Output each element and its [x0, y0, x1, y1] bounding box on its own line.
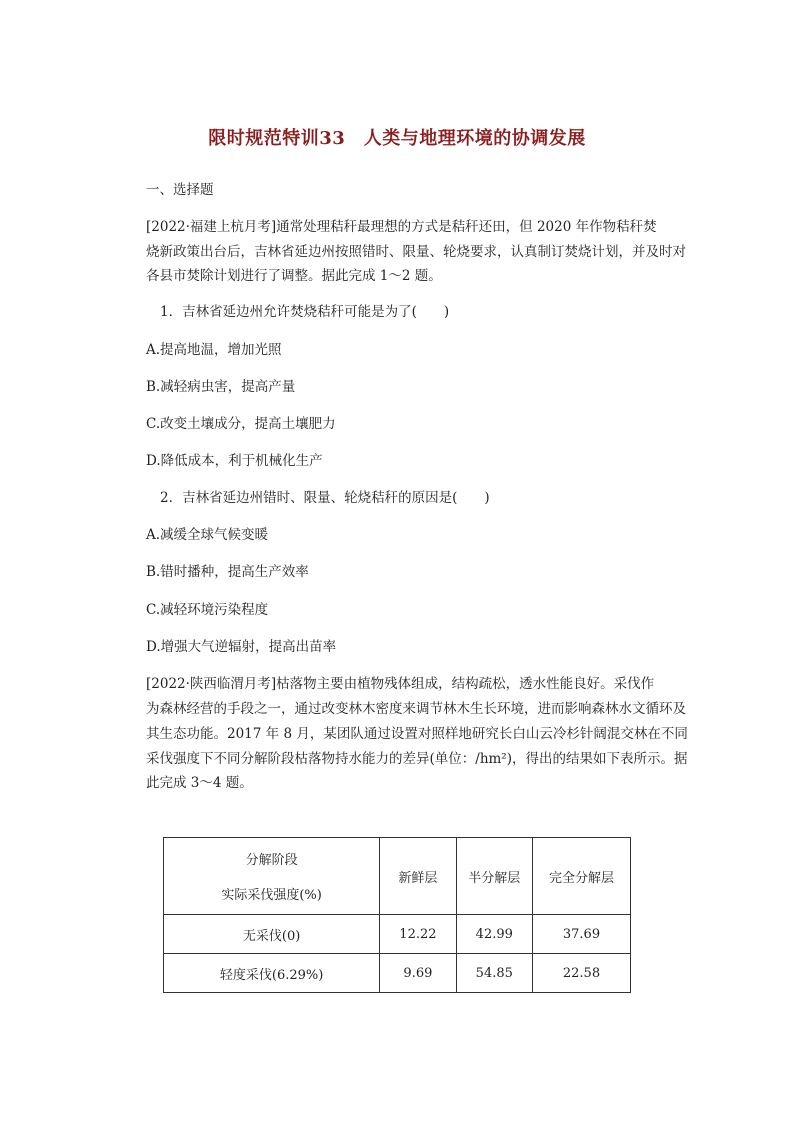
row-label: 无采伐(0) — [164, 915, 380, 954]
passage2-line1: [2022·陕西临渭月考]枯落物主要由植物残体组成，结构疏松，透水性能良好。采伐作 — [146, 676, 655, 692]
table-cell: 9.69 — [380, 954, 456, 993]
row-label: 轻度采伐(6.29%) — [164, 954, 380, 993]
table-cell: 54.85 — [456, 954, 532, 993]
question-2-option-b: B.错时播种，提高生产效率 — [146, 564, 309, 580]
table-cell: 12.22 — [380, 915, 456, 954]
passage1-line1: [2022·福建上杭月考]通常处理秸秆最理想的方式是秸秆还田，但 2020 年作物秸秆焚 — [146, 219, 657, 235]
table-header-corner — [164, 838, 380, 915]
question-2-option-c: C.减轻环境污染程度 — [146, 602, 269, 618]
column-header: 完全分解层 — [532, 838, 630, 915]
passage1-line2: 烧新政策出台后，吉林省延边州按照错时、限量、轮烧要求，认真制订焚烧计划，并及时对 — [146, 244, 686, 260]
table-row — [164, 954, 631, 993]
page-title: 限时规范特训33 人类与地理环境的协调发展 — [208, 128, 586, 149]
question-1-stem: 1．吉林省延边州允许焚烧秸秆可能是为了( ) — [160, 304, 450, 320]
passage2-line2: 为森林经营的手段之一，通过改变林木密度来调节林木生长环境，进而影响森林水文循环及 — [146, 701, 686, 717]
question-2-option-d: D.增强大气逆辐射，提高出苗率 — [146, 639, 337, 655]
table-cell: 42.99 — [456, 915, 532, 954]
passage1-line3: 各县市焚除计划进行了调整。据此完成 1～2 题。 — [146, 268, 442, 284]
question-1-option-a: A.提高地温，增加光照 — [146, 342, 282, 358]
table-row — [164, 915, 631, 954]
header-top-label: 分解阶段 — [245, 853, 298, 868]
question-1-option-c: C.改变土壤成分，提高土壤肥力 — [146, 416, 336, 432]
table-cell: 37.69 — [532, 915, 630, 954]
passage2-line5: 此完成 3～4 题。 — [146, 775, 253, 791]
section-heading: 一、选择题 — [146, 182, 214, 198]
passage2-line3: 其生态功能。2017 年 8 月，某团队通过设置对照样地研究长白山云冷杉针阔混交林在不同 — [146, 726, 688, 742]
column-header: 半分解层 — [456, 838, 532, 915]
question-2-stem: 2．吉林省延边州错时、限量、轮烧秸秆的原因是( ) — [160, 490, 490, 506]
passage2-line4: 采伐强度下不同分解阶段枯落物持水能力的差异(单位：/hm²)，得出的结果如下表所示。据 — [146, 751, 688, 767]
question-1-option-b: B.减轻病虫害，提高产量 — [146, 379, 296, 395]
question-2-option-a: A.减缓全球气候变暖 — [146, 527, 269, 543]
litter-water-table — [163, 837, 631, 993]
column-header: 新鲜层 — [380, 838, 456, 915]
header-bottom-label: 实际采伐强度(%) — [221, 888, 322, 903]
table-cell: 22.58 — [532, 954, 630, 993]
question-1-option-d: D.降低成本，利于机械化生产 — [146, 453, 323, 469]
